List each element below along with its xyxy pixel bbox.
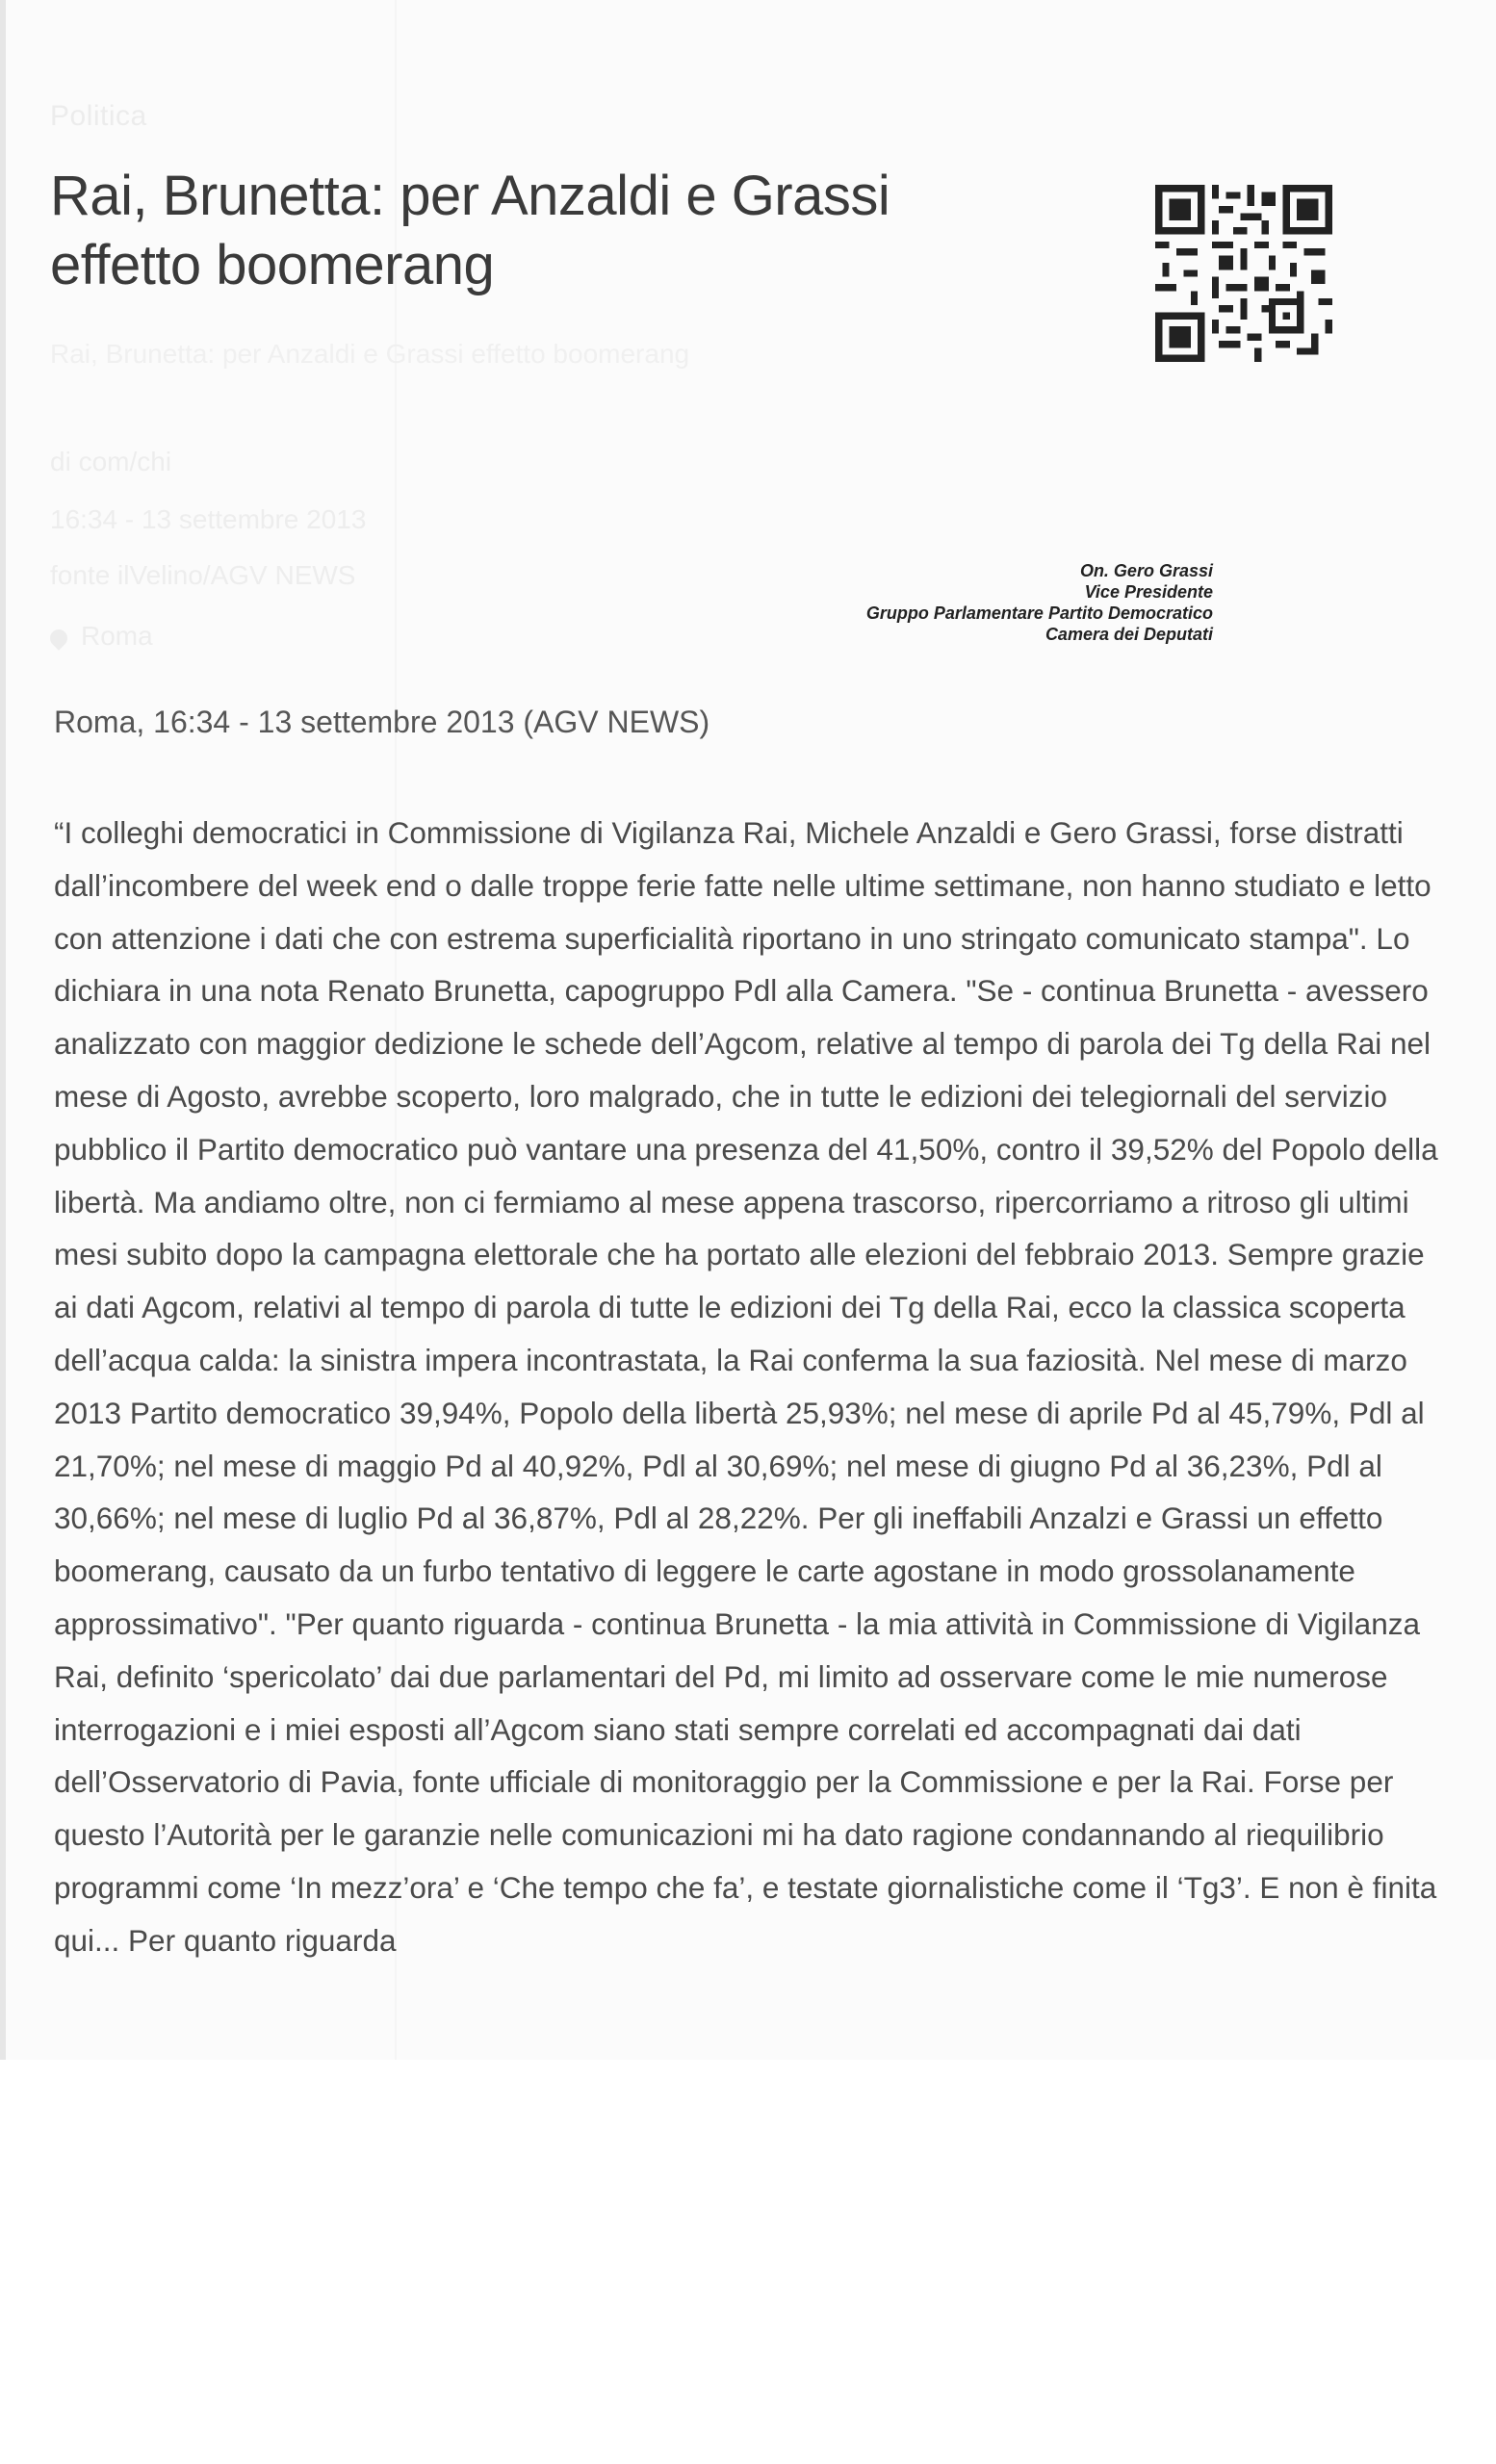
- article-category: Politica: [50, 100, 147, 132]
- stamp-group: Gruppo Parlamentare Partito Democratico: [865, 603, 1213, 623]
- article-place-label: Roma: [81, 621, 153, 651]
- article-place: [50, 621, 153, 652]
- article-source: fonte ilVelino/AGV NEWS: [50, 560, 356, 590]
- scan-edge: [0, 0, 6, 2060]
- article-time: 16:34 - 13 settembre 2013: [50, 504, 367, 534]
- signature-stamp: [789, 560, 1213, 645]
- stamp-role: Vice Presidente: [1084, 582, 1213, 602]
- stamp-name: On. Gero Grassi: [1079, 561, 1213, 580]
- qr-code-icon: [1155, 185, 1332, 362]
- stamp-chamber: Camera dei Deputati: [1045, 625, 1213, 644]
- article-author: di com/chi: [50, 447, 172, 476]
- map-pin-icon: [46, 626, 70, 650]
- article-body: “I colleghi democratici in Commissione di Vigilanza Rai, Michele Anzaldi e Gero Grassi, forse distratti dall’incombere del week end o dalle troppe ferie fatte nelle ultime settimane, non hanno studiato e letto con attenzione i dati che con estrema superficialità riportano in uno stringato comunicato stampa". Lo dichiara in una nota Renato Brunetta, capogruppo Pdl alla Camera. "Se - continua Brunetta - avessero analizzato con maggior dedizione le schede dell’Agcom, relative al tempo di parola dei Tg della Rai nel mese di Agosto, avrebbe scoperto, loro malgrado, che in tutte le edizioni dei telegiornali del servizio pubblico il Partito democratico può vantare una presenza del 41,50%, contro il 39,52% del Popolo della libertà. Ma andiamo oltre, non ci fermiamo al mese appena trascorso, ripercorriamo a ritroso gli ultimi mesi subito dopo la campagna elettorale che ha portato alle elezioni del febbraio 2013. Sempre grazie ai dati Agcom, relativi al tempo di parola di tutte le edizioni dei Tg della Rai, ecco la classica scoperta dell’acqua calda: la sinistra impera incontrastata, la Rai conferma la sua faziosità. Nel mese di marzo 2013 Partito democratico 39,94%, Popolo della libertà 25,93%; nel mese di aprile Pd al 45,79%, Pdl al 21,70%; nel mese di maggio Pd al 40,92%, Pdl al 30,69%; nel mese di giugno Pd al 36,23%, Pdl al 30,66%; nel mese di luglio Pd al 36,87%, Pdl al 28,22%. Per gli ineffabili Anzalzi e Grassi un effetto boomerang, causato da un furbo tentativo di leggere le carte agostane in modo grossolanamente approssimativo". "Per quanto riguarda - continua Brunetta - la mia attività in Commissione di Vigilanza Rai, definito ‘spericolato’ dai due parlamentari del Pd, mi limito ad osservare come le mie numerose interrogazioni e i miei esposti all’Agcom siano stati sempre correlati ed accompagnati dai dati dell’Osservatorio di Pavia, fonte ufficiale di monitoraggio per la Commissione e per la Rai. Forse per questo l’Autorità per le garanzie nelle comunicazioni mi ha dato ragione condannando al riequilibrio programmi come ‘In mezz’ora’ e ‘Che tempo che fa’, e testate giornalistiche come il ‘Tg3’. E non è finita qui... Per quanto riguarda: [54, 815, 1438, 1958]
- article-subtitle: Rai, Brunetta: per Anzaldi e Grassi effetto boomerang: [50, 339, 690, 369]
- article-title: Rai, Brunetta: per Anzaldi e Grassi effetto boomerang: [50, 165, 890, 296]
- article-dateline: Roma, 16:34 - 13 settembre 2013 (AGV NEWS): [54, 705, 710, 739]
